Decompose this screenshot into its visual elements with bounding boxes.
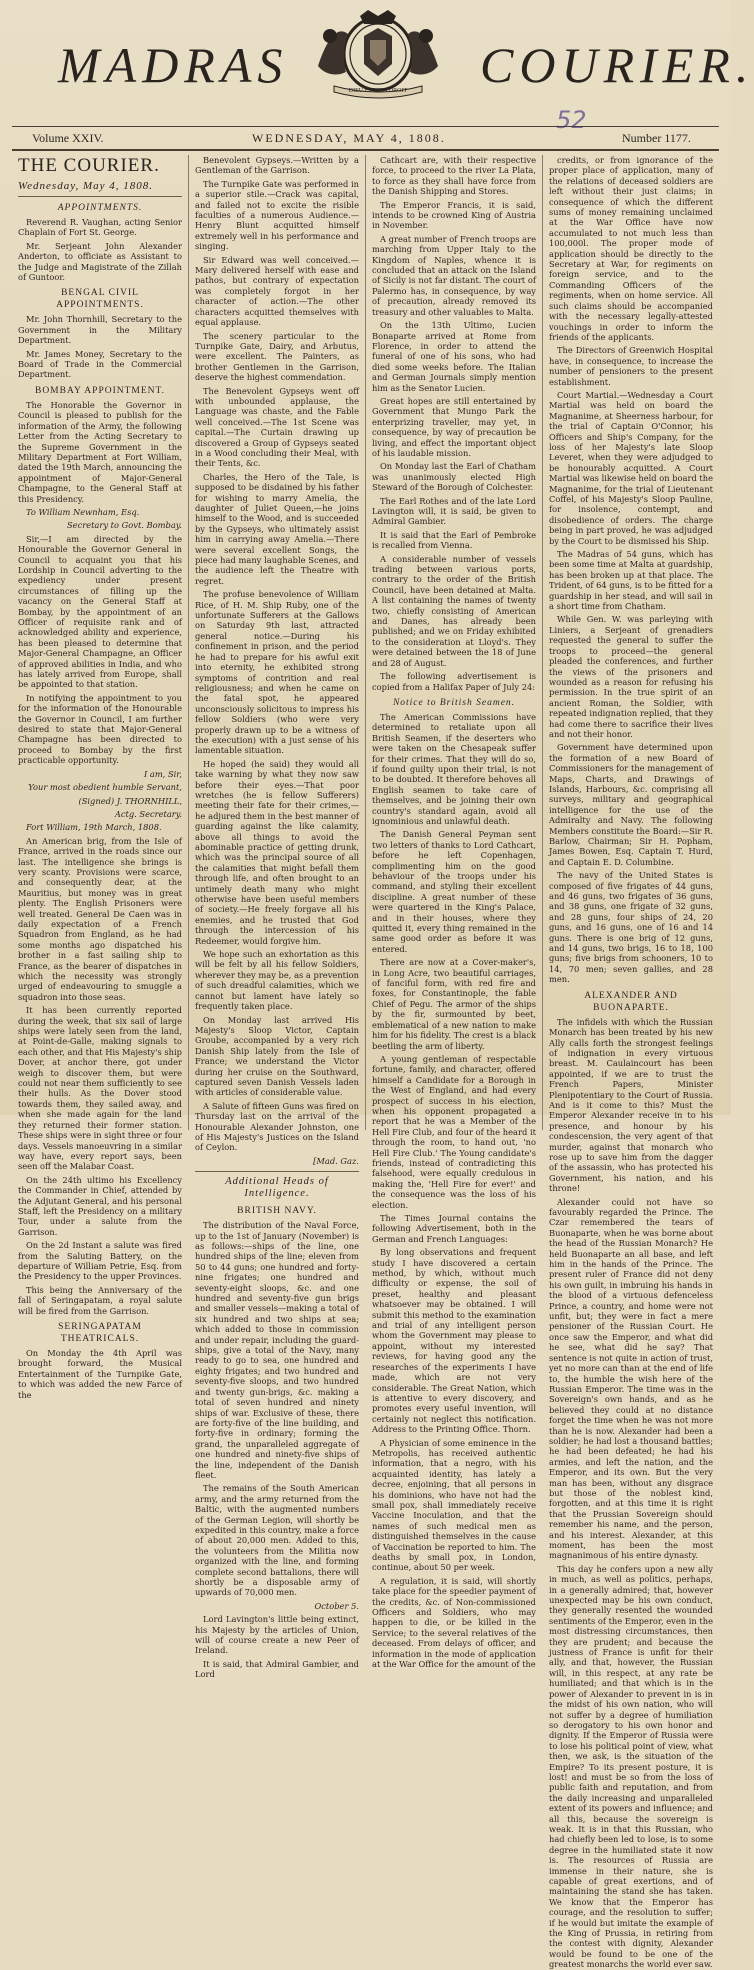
paragraph: Great hopes are still entertained by Government that Mungo Park the enterprizing traveller, may yet, in consequence, by way of precaution be living, and effect the important object of his laudable mission. [372,395,536,458]
paragraph: Lord Lavington's little being extinct, his Majesty by the articles of Union, will of course create a new Peer of Ireland. [195,1614,359,1656]
paragraph: The distribution of the Naval Force, up to the 1st of January (November) is as follows:—ships of the line, one hundred ships of the line; eleven from 50 to 44 guns; one hundred and forty-nine frigates; one hundred and seventy-eight sloops, &c. and one hundred and seventy-five gun brigs and smaller vessels—making a total of six hundred and two ships at sea; which added to those in commission and under repair, including the guard-ships, give a total of the Navy, many ready to go to sea, one hundred and eighty frigates; and two hundred and seventy-five sloops, and two hundred and twenty gun-brigs, &c. making a total of seven hundred and ninety ships of war. Exclusive of these, there are forty-five of the line building, and forty-five in ordinary; forming the grand, the unparalleled aggregate of one hundred and ninety-five ships of the line, independent of the Danish fleet. [195,1220,359,1480]
paragraph: The profuse benevolence of William Rice, of H. M. Ship Ruby, one of the unfortunate Sufferers at the Gallows on Saturday 9th last, attracted general notice.—During his confinement in prison, and the period he had to prepare for his awful exit into eternity, he exhibited strong symptoms of contrition and real religiousness; and when he came on the fatal spot, he appeared unconsciously solicitous to impress his fellow Soldiers (who were very properly drawn up to be a witness of the execution) with a just sense of his lamentable situation. [195,589,359,756]
paragraph: credits, or from ignorance of the proper place of application, many of the relations of deceased soldiers are left without their just claims; in consequence of which the different sums of money remaining unclaimed at the War Office have now accumulated to not much less than 100,000l. The proper mode of application should be directly to the Secretary at War, for regiments on foreign service, and to the Commanding Officers of the regiments, when on home service. All such claims should be accompanied with the necessary legally-attested vouchings in order to inform the friends of the applicants. [549,155,713,342]
issue-number: Number 1177. [622,131,691,145]
handwritten-archive-note: 52 [556,106,587,134]
paragraph: The following advertisement is copied from a Halifax Paper of July 24: [372,671,536,692]
bengal-heading: BENGAL CIVIL APPOINTMENTS. [56,288,144,311]
signature-line: Actg. Secretary. [114,808,182,819]
paragraph: Sir,—I am directed by the Honourable the Governor General in Council to acquaint you that his Lordship in Council adverting to the expediency under present circumstances of filling up the vacancy on the General Staff at Bombay, by the appointment of an Officer of requisite rank and of acknowledged ability and experience, has been pleased to determine that Major-General Champagne, an Officer of approved abilities in India, and who has lately arrived from Europe, shall be appointed to that station. [18,533,182,690]
dispatch-date: October 5. [314,1600,359,1611]
paragraph: Cathcart are, with their respective force, to proceed to the river La Plata, to force as they shall have force from the Danish Shipping and Stores. [372,155,536,197]
paragraph: Charles, the Hero of the Tale, is supposed to be disdained by his father for wishing to marry Amelia, the daughter of Juliet Queen,—he joins himself to the Wood, and is succeeded by the Gypseys, who ultimately assist him in carrying away Amelia.—There were several excellent Songs, the piece had many laughable Scenes, and the audience left the Theatre with regret. [195,471,359,586]
source-credit: [Mad. Gaz. [313,1155,359,1166]
paragraph: It has been currently reported during the week, that six sail of large ships were lately seen from the land, at Point-de-Galle, making signals to each other, and that His Majesty's ship Dover, at anchor there, got under weigh to discover them, but were could not near them sufficiently to see their hulls. As the Dover stood towards them, they sailed away, and when she made again for the land they returned their former station. These ships were in sight three or four days. Vessels manoeuvring in a similar way have, every report says, been seen off the Malabar Coast. [18,1005,182,1172]
paragraph: The Turnpike Gate was performed in a superior stile.—Crack was capital, and failed not to excite the risible faculties of a numerous Audience.—Henry Blunt acquitted himself extremely well in his performance and singing. [195,178,359,252]
paragraph: On Monday last the Earl of Chatham was unanimously elected High Steward of the Borough of Colchester. [372,461,536,493]
paragraph: In notifying the appointment to you for the information of the Honourable the Governor in Council, I am further desired to state that Major-General Champagne has been directed to proceed to Bombay by the first practicable opportunity. [18,692,182,766]
masthead-title-right: COURIER. [480,37,754,93]
paragraph: The Earl Rothes and of the late Lord Lavington will, it is said, be given to Admiral Gambier. [372,495,536,527]
paragraph: Alexander could not have so favourably regarded the Prince. The Czar remembered the tears of Buonaparte, when he was borne about the head of the Russian Monarch? He held Buonaparte an all base, and left him in the hands of the Prince. The present ruler of France did not deny his own guilt, in imbruing his hands in the blood of a virtuous defenceless Prince, a country, and home were not unfit, but; they were in fact a mere pensioner of the Russian Court. He once saw the Emperor, and what did he see, what did he say? That sentence is not quite in action of trust, yet no more can than at the end of life to, the humble the wish here of the Russian Emperor. The time was in the Sovereign's own hands, and as he believed they could at no distance forget the time when he was not more than he is now. Alexander had been a soldier; he had lost a thousand battles; he had been defeated; he had his armies, and left the nation, and the Emperor, and its own. But the very man has been, without any disgrace but those of the noblest kind, forgotten, and at this time it is right that the Prussian Sovereign should remember his name, and the person, and his interest. Alexander, at this moment, has been the most magnanimous of his entire dynasty. [549,1196,713,1561]
paragraph: The remains of the South American army, and the army returned from the Baltic, with the augmented numbers of the German Legion, will shortly be expedited in this country, make a force of about 20,000 men. Added to this, the volunteers from the Militia now organized with the line, and forming complete second battalions, there will shortly be a disposable army of upwards of 70,000 men. [195,1483,359,1598]
paragraph: The American Commissions have determined to retaliate upon all British Seamen, if the deserters who were taken on the Chesapeak suffer for their crimes. That they will do so, if found guilty upon their trial, is not to be doubted. It therefore behoves all English seamen to take care of themselves, and be joining their own country's standard again, avoid all ignominious and unlawful death. [372,711,536,826]
paragraph: The Benevolent Gypseys went off with unbounded applause, the Language was chaste, and the Fable well conceived.—The 1st Scene was capital.—The Curtain drawing up discovered a Group of Gypseys seated in a Wood concluding their Meal, with their Tents, &c. [195,385,359,469]
signature-line: (Signed) J. THORNHILL, [78,795,182,806]
column-4 [543,155,719,1970]
letter-place-date: Fort William, 19th March, 1808. [26,822,162,833]
paragraph: The Emperor Francis, it is said, intends to be crowned King of Austria in November. [372,199,536,231]
section-date: Wednesday, May 4, 1808. [18,179,182,197]
paragraph: Sir Edward was well conceived.—Mary delivered herself with ease and pathos, but contrary of expectation was completely forgot in her character of action.—The other characters acquitted themselves with equal applause. [195,254,359,328]
paragraph: A Salute of fifteen Guns was fired on Thursday last on the arrival of the Honourable Alexander Johnston, one of His Majesty's Justices on the Island of Ceylon. [195,1100,359,1153]
paragraph: Mr. Serjeant John Alexander Anderton, to officiate as Assistant to the Judge and Magistrate of the Zillah of Guntoor. [18,240,182,283]
paragraph: Government have determined upon the formation of a new Board of Commissioners for the management of Maps, Charts, and Drawings of Islands, Harbours, &c. comprising all surveys, military and geographical intelligence for the use of the Admiralty and Navy. The following Members constitute the Board:—Sir R. Barlow, Chairman; Sir H. Popham, James Bowen, Esq. Captain T. Hurd, and Captain E. D. Columbine. [549,742,713,867]
british-navy-heading: BRITISH NAVY. [237,1206,317,1217]
paragraph: By long observations and frequent study I have discovered a certain method, by which, without much difficulty or expense, the soil of preset, healthy and pleasant whatsoever may be obtained. I will submit this method to the examination and trial of any intelligent person whom the Government may please to appoint, without my interested reviews, for having good any the researches of the experiments I have made, which are not very considerable. The Great Nation, which is attentive to every discovery, and promotes every useful invention, will certainly not neglect this notification. Address to the Printing Office. Thorn. [372,1247,536,1435]
paragraph: The navy of the United States is composed of five frigates of 44 guns, and 46 guns, two frigates of 36 guns, and 38 guns, one frigate of 32 guns, and 28 guns, four ships of 24, 20 guns, and 16 guns, one of 16 and 14 guns. There is one brig of 12 guns, and 14 guns, two brigs, 16 to 18, 100 guns; five brigs from schooners, 10 to 14, 70 men; seven gallies, and 28 men. [549,870,713,985]
masthead-title-left: MADRAS [58,37,289,93]
section-title: THE COURIER. [18,155,160,176]
column-3 [366,155,543,1670]
paragraph: Mr. John Thornhill, Secretary to the Government in the Military Department. [18,314,182,346]
volume-number: Volume XXIV. [32,131,104,145]
paragraph: The Danish General Peyman sent two letters of thanks to Lord Cathcart, before he left Copenhagen, complimenting him on the good behaviour of the troops under his command, and styling their excellent discipline. A great number of these were quartered in the King's Palace, and in their houses, where they quitted it, every thing remained in the same good order as before it was entered. [372,829,536,954]
paragraph: It is said that the Earl of Pembroke is recalled from Vienna. [372,529,536,551]
article-columns [12,155,719,1970]
paragraph: The scenery particular to the Turnpike Gate, Dairy, and Arbutus, were excellent. The Painters, as brother Gentlemen in the Garrison, deserve the highest commendation. [195,330,359,383]
letter-recipient-role: Secretary to Govt. Bombay. [66,520,182,531]
paragraph: A great number of French troops are marching from Upper Italy to the Kingdom of Naples, whence it is concluded that an attack on the Island of Sicily is not far distant. The court of Palermo has, in consequence, by way of precaution, already removed its treasury and other valuables to Malta. [372,233,536,317]
paragraph: It is said, that Admiral Gambier, and Lord [195,1658,359,1680]
column-2 [189,155,366,1680]
paragraph: The Honorable the Governor in Council is pleased to publish for the information of the Army, the following Letter from the Acting Secretary to the Supreme Government in the Military Department at Fort William, dated the 19th March, announcing the appointment of Major-General Champagne, to the General Staff at this Presidency. [18,399,182,504]
letter-recipient: To William Newnham, Esq. [26,506,140,517]
signature-line: I am, Sir, [143,768,182,779]
paragraph: A young gentleman of respectable fortune, family, and character, offered himself a Candidate for a Borough in the West of England, and had every prospect of success in his election, when his opponent propagated a report that he was a Member of the Hell Fire Club, and four of the heard it through the room, to hand out, 'no Hell Fire Club.' The Young candidate's friends, instead of contradicting this falsehood, were equally credulous in making the, 'Hell Fire for ever!' and the consequence was the loss of his election. [372,1053,536,1210]
theatricals-heading: SERINGAPATAM THEATRICALS. [58,1322,142,1344]
paragraph: On Monday last arrived His Majesty's Sloop Victor, Captain Groube, accompanied by a very rich Danish Ship lately from the Isle of France; we understand the Victor during her cruise on the Southward, captured seven Danish Vessels laden with articles of considerable value. [195,1014,359,1098]
dateline [12,126,719,151]
appointments-heading: APPOINTMENTS. [57,203,143,213]
masthead [12,6,754,98]
paragraph: On Monday the 4th April was brought forward, the Musical Entertainment of the Turnpike Gate, to which was added the new Farce of the [18,1348,182,1400]
paragraph: Court Martial.—Wednesday a Court Martial was held on board the Magnanime, at Sheerness harbour, for the trial of Captain O'Connor, his Officers and Ship's Company, for the loss of her Majesty's late Sloop Leveret, when they were adjudged to be honourably acquitted. A Court Martial was likewise held on board the Magnanime, for the trial of Lieutenant Coffel, of his Majesty's Sloop Pauline, for insolence, contempt, and disobedience of orders. The charge being in part proved, he was adjudged by the Court to be dismissed his Ship. [549,389,713,546]
royal-crest-icon [298,6,458,98]
paragraph: On the 13th Ultimo, Lucien Bonaparte arrived at Rome from Florence, in order to attend the funeral of one of his sons, who had died some weeks before. The Italian and German Journals simply mention him as the Senator Lucien. [372,320,536,393]
paragraph: The Madras of 54 guns, which has been some time at Malta at guardship, has been broken up at that place. The Trident, of 64 guns, is to be fitted for a guardship in her stead, and will sail in a short time from Chatham. [549,549,713,612]
paragraph: A regulation, it is said, will shortly take place for the speedier payment of the credits, &c. of Non-commissioned Officers and Soldiers, who may happen to die, or be killed in the Service; to the several relatives of the deceased. From delays of officer, and information in the mode of application at the War Office for the amount of the [372,1575,536,1670]
alexander-buonaparte-heading: ALEXANDER AND BUONAPARTE. [584,990,678,1013]
paragraph: We hope such an exhortation as this will be felt by all his fellow Soldiers, wherever they may be, as a prevention of such dreadful calamities, which we cannot but lament have lately so frequently taken place. [195,949,359,1012]
paragraph: The Directors of Greenwich Hospital have, in consequence, to increase the number of pensioners to the present establishment. [549,345,713,387]
paragraph: There are now at a Cover-maker's, in Long Acre, two beautiful carriages, of fanciful form, with red fire and foxes, for Constantinople, the fable Chief of Pegu. The armor of the ships by the fir, surmounted by beet, emblematical of a new nation to make him for his fidelity. The crest is a black beetling the arm of liberty. [372,957,536,1051]
paragraph: Benevolent Gypseys.—Written by a Gentleman of the Garrison. [195,155,359,176]
intelligence-heading: Additional Heads of Intelligence. [195,1171,359,1200]
paragraph: This being the Anniversary of the fall of Seringapatam, a royal salute will be fired from the Garrison. [18,1284,182,1316]
paragraph: He hoped (he said) they would all take warning by what they now saw before their eyes.—That poor wretches (he is fellow Sufferers) meeting their fate for their crimes,—he adjured them in the best manner of guarding against the like calamity, above all things to avoid the abominable practice of getting drunk, which was the principal source of all the calamities that might befall them through life, and often brought to an untimely death many who might otherwise have been useful members of society.—He freely forgave all his enemies, and he trusted that God through the intercession of his Redeemer, would forgive him. [195,758,359,946]
paragraph: A Physician of some eminence in the Metropolis, has received authentic information, that a negro, with his acquainted identity, has lately a decree, enjoining, that all persons in his dominions, who have not had the small pox, shall immediately receive Vaccine Inoculation, and that the names of such medical men as distinguished themselves in the cause of Vaccination be reported to him. The deaths by small pox, in London, continue, about 50 per week. [372,1437,536,1573]
paragraph: While Gen. W. was parleying with Liniers, a Serjeant of grenadiers requested the general to suffer the troops to proceed—the general pleaded the conferences, and further the views of the prisoners and wounded as a reason for refusing his permission. In the true spirit of an ancient Roman, the Soldier, with repeated indignation replied, that they had come there to sacrifice their lives and not their honor. [549,614,713,739]
paragraph: An American brig, from the Isle of France, arrived in the roads since our last. The intelligence she brings is very scanty. Provisions were scarce, and consequently dear, at the Mauritius, but money was in great plenty. The English Prisoners were well treated. General De Caen was in daily expectation of a French Squadron from England, as he had some months ago dispatched his brother in a fast sailing ship to France, as the bearer of dispatches in which the necessity was strongly urged of endeavouring to smuggle a squadron into those seas. [18,835,182,1002]
paragraph: On the 24th ultimo his Excellency the Commander in Chief, attended by the Adjutant General, and his personal Staff, left the Presidency on a military Tour, under a salute from the Garrison. [18,1174,182,1237]
paragraph: Reverend R. Vaughan, acting Senior Chaplain of Fort St. George. [18,217,182,238]
column-1 [12,155,189,1400]
paragraph: The Times Journal contains the following Advertisement, both in the German and French Languages: [372,1213,536,1244]
crest-motto: DIEU ET MON DROIT [348,88,408,94]
paragraph: This day he confers upon a new ally in much, as well as politics, perhaps, in a generally admired; that, however unexpected may be his own conduct, they generally resented the wounded sentiments of the Emperor, even in the most distressing circumstances, then they are prudent; and because the justness of France is unfit for their ally, and that, however, the Russian will, in this respect, at any rate be humiliated; and that which is in the power of Alexander to prevent in is in the midst of his own nation, who will not suffer by a degree of humiliation so derogatory to his own honor and dignity. If the Emperor of Russia were to lose his political point of view, what then, we ask, is the situation of the Empire? To its present posture, it is lost! and must be so from the loss of public faith and reputation, and from the daily increasing and unparalleled extent of its powers and influence; and all this, because the sovereign is weak. It is in that this Russian, who had chiefly been led to lose, is to some degree in the humiliated state it now is. The resources of Russia are immense in their nature, she is capable of great exertions, and of maintaining the stand she has taken. We know that the Emperor has courage, and the resolution to suffer; if he would but imitate the example of the King of Prussia, in retiring from the contest with dignity, Alexander would be found to be one of the greatest monarchs the world ever saw. [549,1563,713,1970]
paragraph: A considerable number of vessels trading between various ports, contrary to the order of the British Council, have been detained at Malta. A list containing the names of twenty two, chiefly consisting of American and Danes, has already been published; and we on Friday exhibited to the consideration at Lloyd's. They were detained between the 18 of June and 28 of August. [372,553,536,668]
bombay-heading: BOMBAY APPOINTMENT. [34,385,166,396]
notice-heading: Notice to British Seamen. [392,697,516,708]
paragraph: The infidels with which the Russian Monarch has been treated by his new Ally calls forth the strongest feelings of indignation in every virtuous breast. M. Caulaincourt has been appointed, if we are to trust the French Papers, Minister Plenipotentiary to the Court of Russia. And is it come to this? Must the Emperor Alexander receive in to his presence, and honour by his condescension, the very agent of that murder, against that monarch who rose up to save him from the dagger of the assassin, who has protected his Government, his nation, and his throne! [549,1016,713,1194]
signature-line: Your most obedient humble Servant, [28,782,182,793]
paragraph: Mr. James Money, Secretary to the Board of Trade in the Commercial Department. [18,348,182,380]
issue-date: WEDNESDAY, MAY 4, 1808. [252,131,446,145]
paragraph: On the 2d Instant a salute was fired from the Saluting Battery, on the departure of William Petrie, Esq. from the Presidency to the upper Provinces. [18,1240,182,1282]
